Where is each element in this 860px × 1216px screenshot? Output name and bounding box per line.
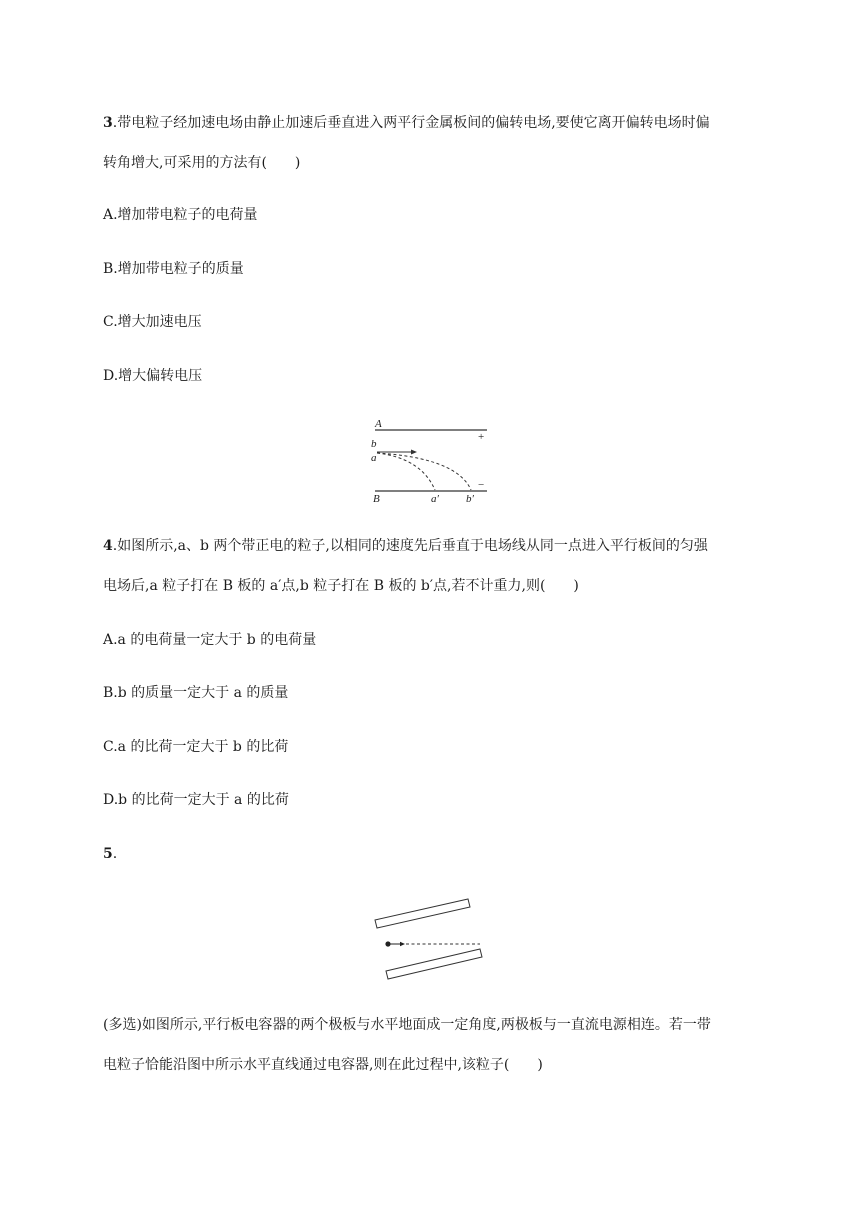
particle-dot	[385, 941, 390, 946]
plus-sign: +	[478, 431, 485, 443]
q5-number: 5	[103, 846, 113, 862]
trajectory-b	[377, 453, 471, 490]
label-a-prime: a′	[431, 493, 439, 505]
velocity-arrowhead	[411, 450, 417, 455]
lower-plate	[386, 949, 482, 979]
q4-option-c: C.a 的比荷一定大于 b 的比荷	[103, 739, 289, 755]
upper-plate	[375, 899, 470, 928]
q3-stem-line2: 转角增大,可采用的方法有( )	[103, 155, 301, 171]
label-plate-a: A	[375, 418, 382, 430]
q4-option-d: D.b 的比荷一定大于 a 的比荷	[103, 792, 289, 808]
q5-stem-line2: 电粒子恰能沿图中所示水平直线通过电容器,则在此过程中,该粒子( )	[103, 1057, 543, 1073]
q4-deflection-figure	[365, 414, 495, 506]
q4-option-a: A.a 的电荷量一定大于 b 的电荷量	[103, 632, 317, 648]
q4-stem-line2: 电场后,a 粒子打在 B 板的 a′点,b 粒子打在 B 板的 b′点,若不计重力,则( )	[103, 578, 579, 594]
q3-option-d: D.增大偏转电压	[103, 368, 203, 384]
label-b-prime: b′	[466, 493, 474, 505]
q5-heading: 5.	[103, 846, 118, 862]
particle-arrowhead	[400, 942, 405, 946]
q5-capacitor-figure	[370, 895, 488, 981]
q4-option-b: B.b 的质量一定大于 a 的质量	[103, 685, 289, 701]
q4-number: 4	[103, 538, 113, 554]
q3-option-b: B.增加带电粒子的质量	[103, 261, 244, 277]
q3-option-a: A.增加带电粒子的电荷量	[103, 207, 258, 223]
q4-stem-line1: 4.如图所示,a、b 两个带正电的粒子,以相同的速度先后垂直于电场线从同一点进入平行板间的匀强	[103, 538, 708, 554]
minus-sign: −	[478, 479, 485, 491]
q3-stem-line1: 3.带电粒子经加速电场由静止加速后垂直进入两平行金属板间的偏转电场,要使它离开偏转电场时偏	[103, 115, 710, 131]
q5-stem-line1: (多选)如图所示,平行板电容器的两个极板与水平地面成一定角度,两极板与一直流电源相连。若一带	[103, 1017, 711, 1033]
q3-number: 3	[103, 115, 113, 131]
label-b: b	[371, 438, 377, 450]
label-a: a	[371, 452, 377, 464]
label-plate-b: B	[373, 493, 380, 505]
q3-option-c: C.增大加速电压	[103, 314, 202, 330]
trajectory-a	[377, 453, 435, 490]
